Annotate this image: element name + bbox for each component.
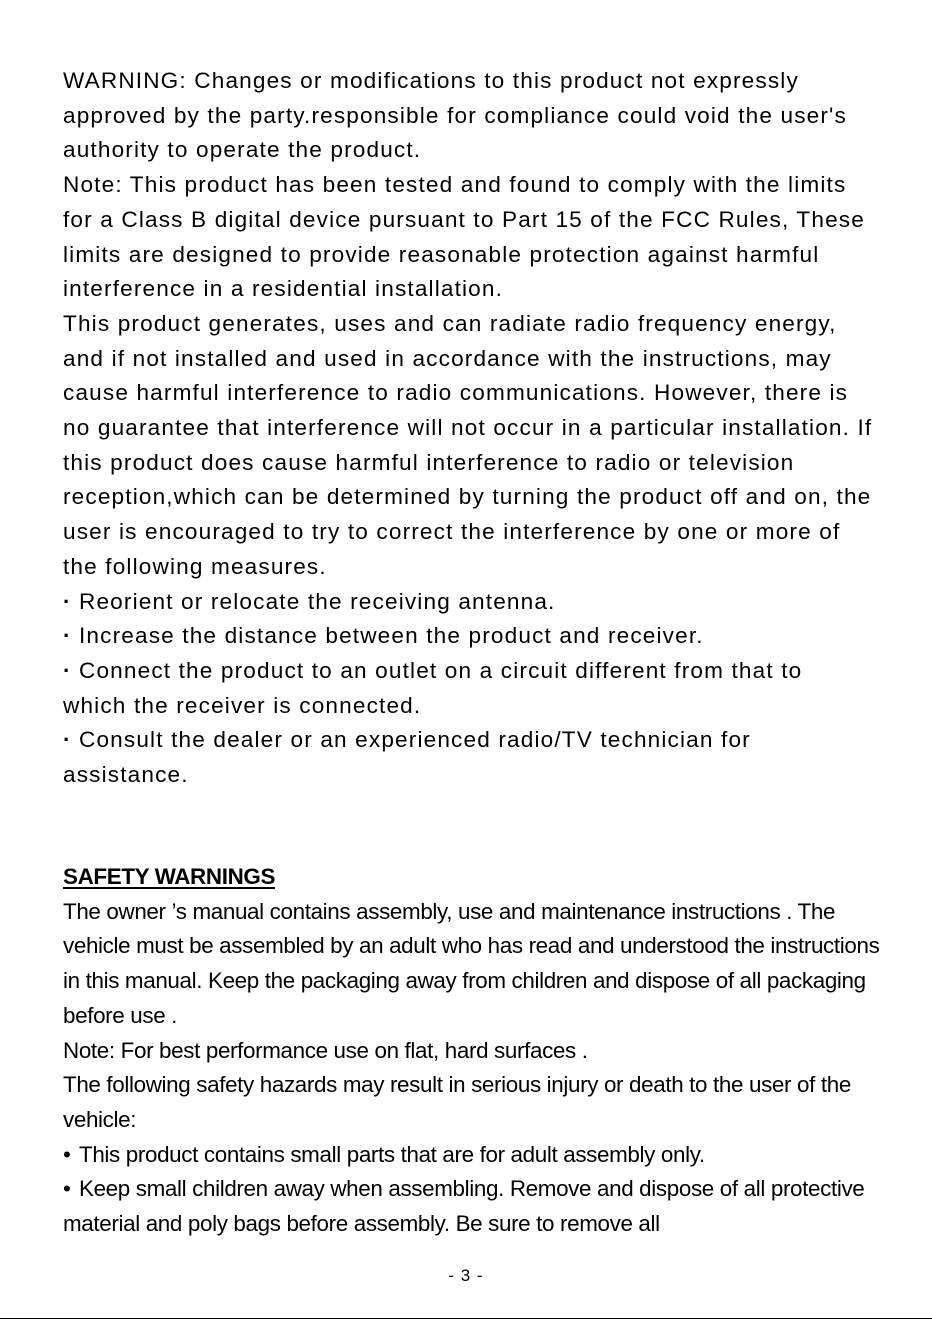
safety-hazards-intro: The following safety hazards may result in serious injury or death to the user of the vehicle: xyxy=(63,1072,851,1132)
fcc-note-paragraph: Note: This product has been tested and found to comply with the limits for a Class B digital device pursuant to Part 15 of the FCC Rules, These limits are designed to provide reasonable protection against harmful interference in a residential installation. xyxy=(63,172,865,302)
fcc-warning-paragraph: WARNING: Changes or modifications to this product not expressly approved by the party.responsible for compliance could void the user's authority to operate the product. xyxy=(63,68,847,163)
fcc-statement-paragraph: This product generates, uses and can radiate radio frequency energy, and if not installed and used in accordance with the instructions, may cause harmful interference to radio communications. However, there is no guarantee that interference will not occur in a particular installation. If this product does cause harmful interference to radio or television reception,which can be determined by turning the product off and on, the user is encouraged to try to correct the interference by one or more of the following measures. xyxy=(63,310,873,579)
bullet-dot-icon: · xyxy=(63,623,72,649)
section-heading: SAFETY WARNINGS xyxy=(63,864,276,889)
fcc-measure-item xyxy=(63,723,873,792)
page-number: - 3 - xyxy=(448,1266,484,1285)
fcc-measure-text: Consult the dealer or an experienced radio/TV technician for assistance. xyxy=(63,727,751,788)
page-bottom-divider xyxy=(0,1318,932,1319)
fcc-compliance-section xyxy=(63,64,873,793)
safety-bullet-text: Keep small children away when assembling. Remove and dispose of all protective material and poly bags before assembly. Be sure to remove all xyxy=(63,1176,865,1237)
fcc-measure-item xyxy=(63,654,873,723)
safety-bullet-item xyxy=(63,1172,883,1241)
bullet-dot-icon: · xyxy=(63,657,72,683)
safety-note-paragraph: Note: For best performance use on flat, hard surfaces . xyxy=(63,1037,588,1063)
safety-manual-paragraph: The owner ’s manual contains assembly, use and maintenance instructions . The vehicle must be assembled by an adult who has read and understood the instructions in this manual. Keep the packaging away from children and dispose of all packaging before use . xyxy=(63,898,880,1028)
safety-bullet-item xyxy=(63,1138,883,1173)
bullet-icon: • xyxy=(63,1141,71,1167)
fcc-measure-item xyxy=(63,619,873,654)
bullet-dot-icon: · xyxy=(63,727,72,753)
fcc-measure-item xyxy=(63,585,873,620)
safety-bullet-text: This product contains small parts that are for adult assembly only. xyxy=(79,1141,705,1167)
fcc-measure-text: Connect the product to an outlet on a circuit different from that to which the receiver is connected. xyxy=(63,657,803,718)
fcc-measure-text: Increase the distance between the product and receiver. xyxy=(79,623,704,649)
safety-warnings-section xyxy=(63,860,883,1242)
bullet-dot-icon: · xyxy=(63,588,72,614)
bullet-icon: • xyxy=(63,1176,71,1202)
fcc-measure-text: Reorient or relocate the receiving antenna. xyxy=(79,588,556,614)
